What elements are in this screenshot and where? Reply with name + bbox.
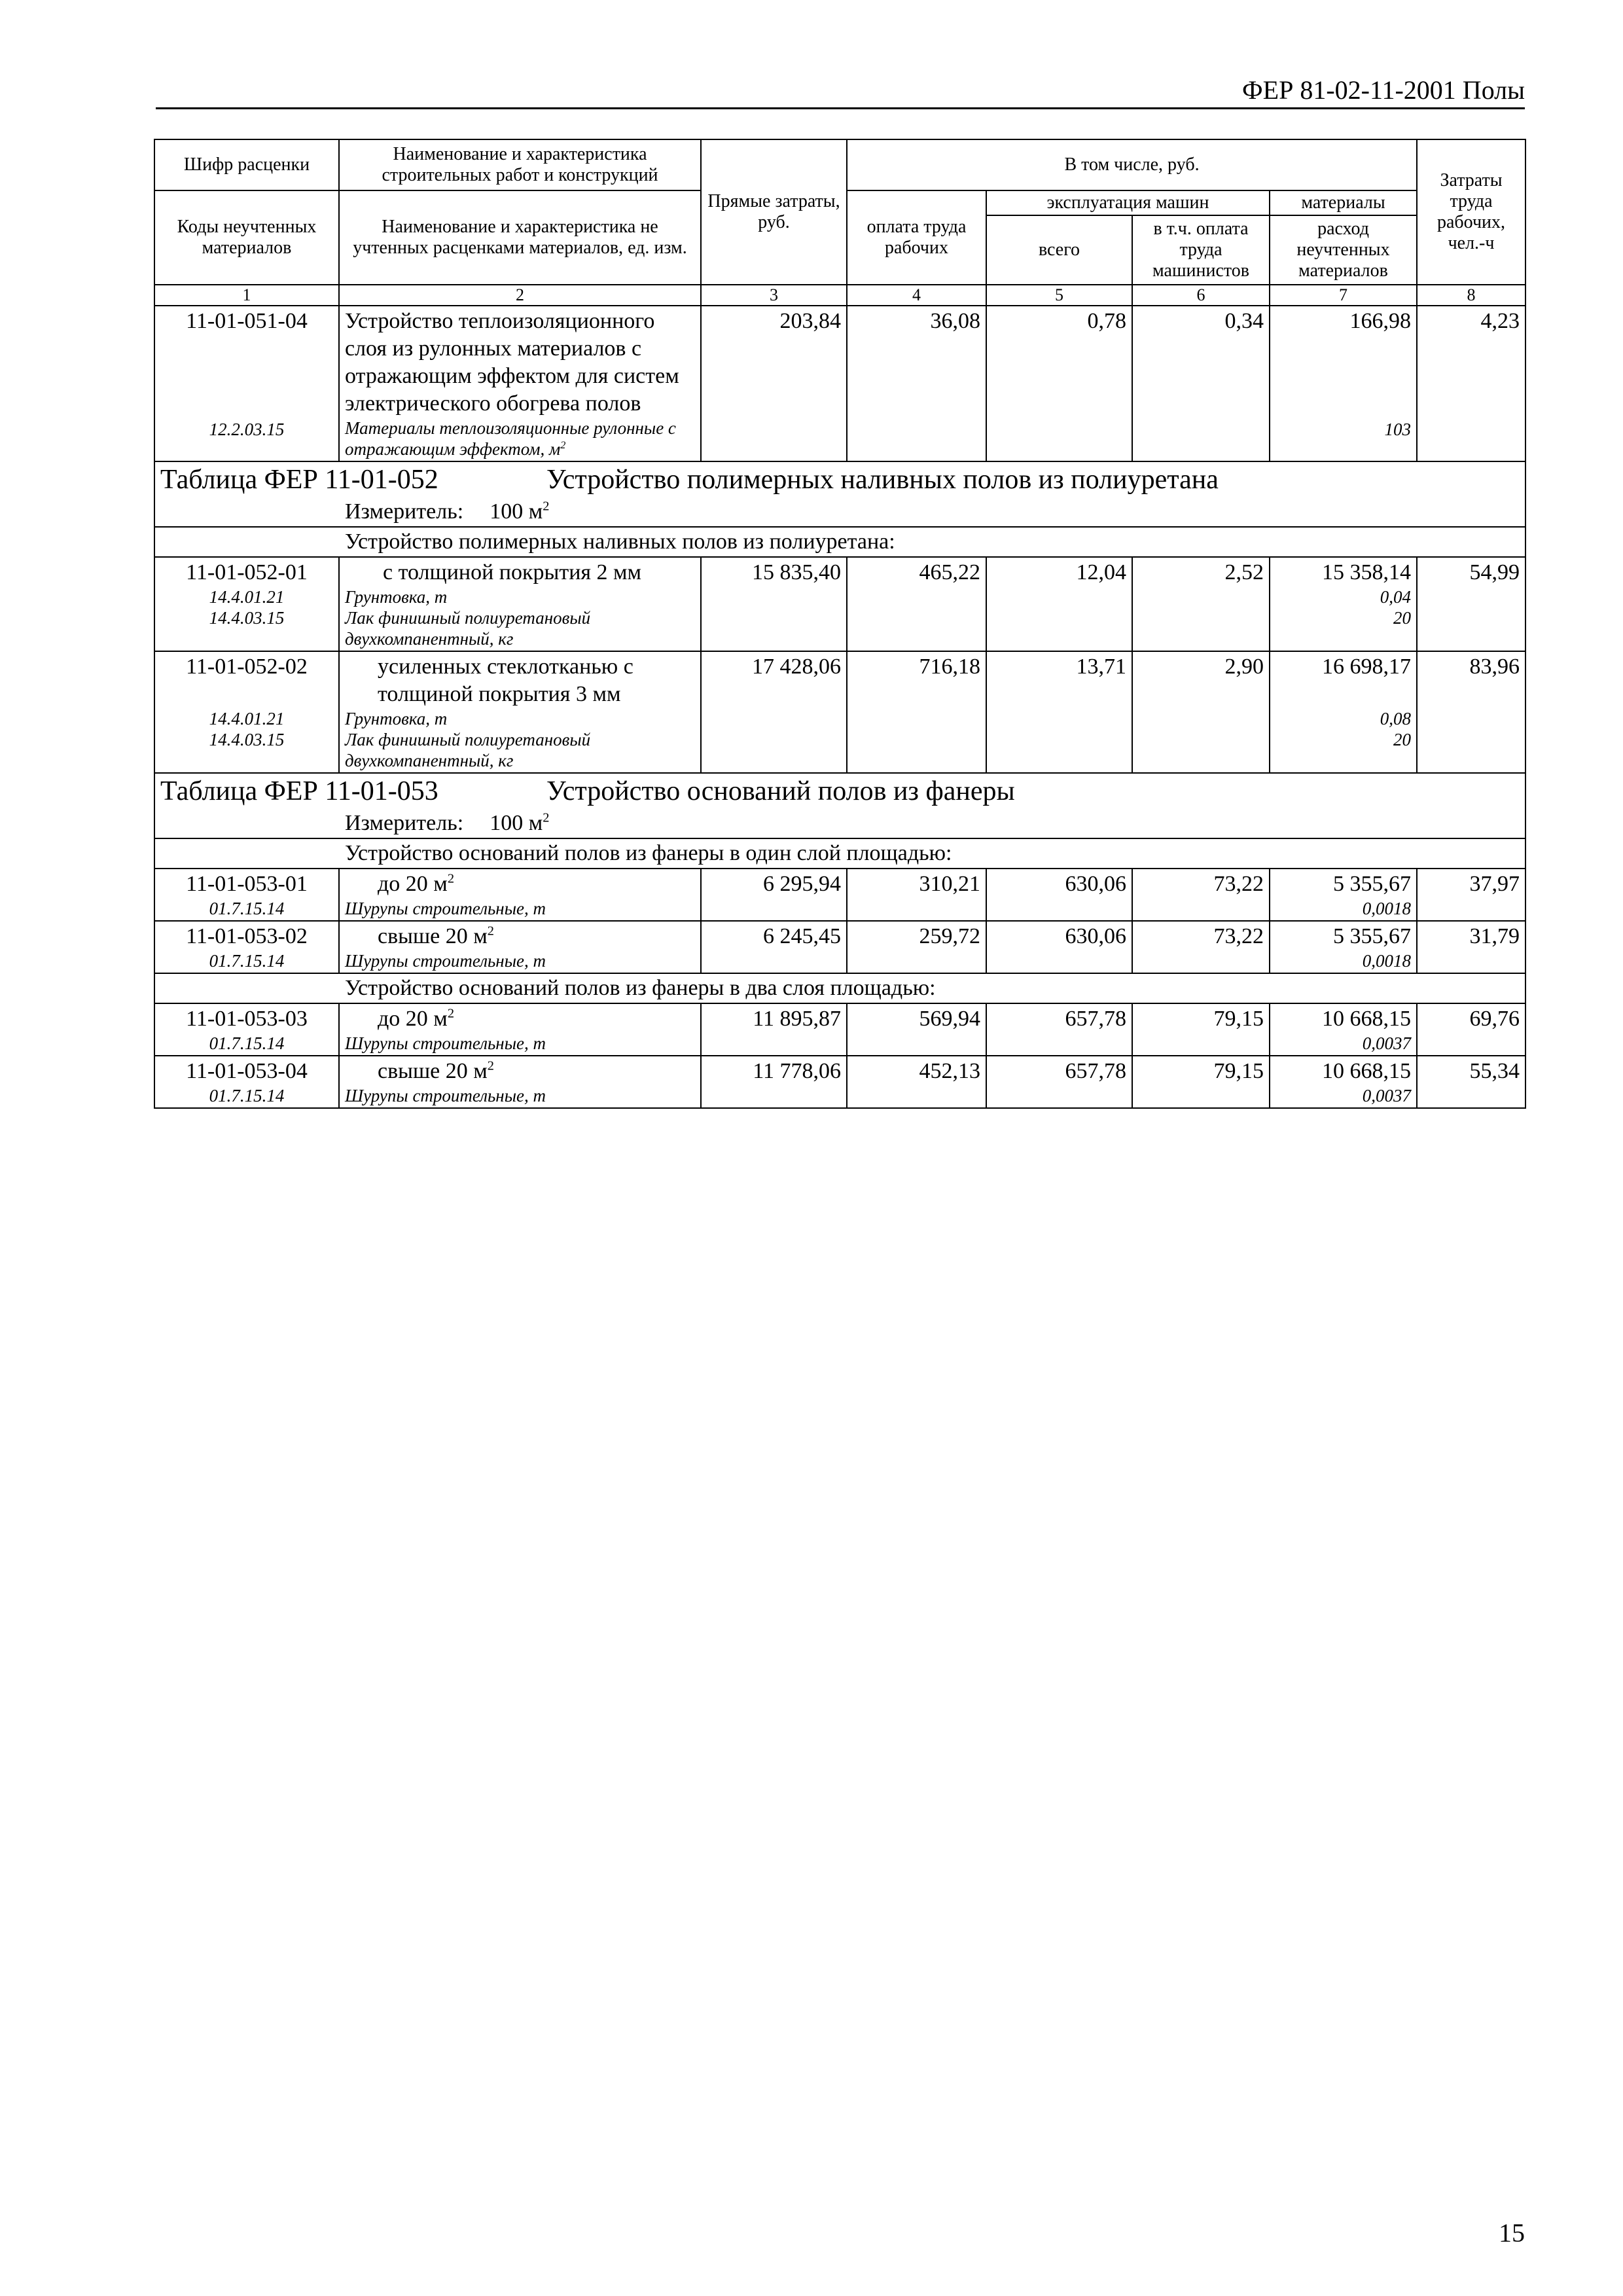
labor-pay: 36,08	[847, 306, 986, 461]
material-name: Шурупы строительные, т	[345, 1086, 546, 1105]
measure-row	[154, 809, 1525, 838]
direct-costs: 6 245,45	[701, 921, 847, 973]
column-number: 5	[986, 285, 1132, 306]
rate-code-cell	[154, 869, 339, 921]
rate-name-cell	[339, 306, 701, 461]
materials-cost: 10 668,15	[1322, 1007, 1412, 1031]
labor-pay: 259,72	[847, 921, 986, 973]
document-title: ФЕР 81-02-11-2001 Полы	[1242, 75, 1525, 105]
measure-cell	[154, 497, 1525, 527]
table-title	[154, 461, 1525, 497]
machines-total: 630,06	[986, 921, 1132, 973]
col2-bottom-header: Наименование и характеристика не учтенных расценками материалов, ед. изм.	[339, 190, 701, 285]
rate-name-cell	[339, 1003, 701, 1056]
included-header: В том числе, руб.	[847, 139, 1417, 190]
machines-total: 657,78	[986, 1003, 1132, 1056]
material-name: Материалы теплоизоляционные рулонные с отражающим эффектом, $м^2$	[345, 418, 676, 459]
labor-hours: 31,79	[1417, 921, 1525, 973]
page-header	[156, 73, 1525, 109]
materials-cost: 16 698,17	[1322, 655, 1412, 679]
machines-header: эксплуатация машин	[986, 190, 1270, 215]
materials-header: материалы	[1270, 190, 1417, 215]
material-code: 01.7.15.14	[209, 899, 285, 918]
table-row	[154, 869, 1525, 921]
material-qty: 0,04	[1380, 587, 1412, 607]
materials-cost: 10 668,15	[1322, 1059, 1412, 1083]
section-title: Устройство оснований полов из фанеры в два слоя площадью:	[154, 973, 1525, 1003]
section-row	[154, 838, 1525, 869]
material-code: 12.2.03.15	[209, 420, 285, 439]
machinist-pay: 73,22	[1132, 869, 1270, 921]
material-code: 14.4.03.15	[209, 608, 285, 628]
materials-cell	[1270, 869, 1417, 921]
material-qty: 20	[1393, 730, 1412, 749]
rate-name-cell	[339, 557, 701, 651]
material-code: 01.7.15.14	[209, 1086, 285, 1105]
material-name: Шурупы строительные, т	[345, 1033, 546, 1053]
rate-code: 11-01-052-01	[186, 560, 308, 584]
machines-total: 0,78	[986, 306, 1132, 461]
col1-bottom-header: Коды неучтенных материалов	[154, 190, 339, 285]
machines-total: 657,78	[986, 1056, 1132, 1108]
rate-code: 11-01-053-01	[186, 872, 308, 896]
material-name: Шурупы строительные, т	[345, 899, 546, 918]
table-code: Таблица ФЕР 11-01-053	[160, 776, 438, 806]
material-name: Грунтовка, т	[345, 587, 448, 607]
column-number: 4	[847, 285, 986, 306]
rate-name: до 20 $м^2$	[378, 871, 455, 896]
table-name: Устройство оснований полов из фанеры	[546, 776, 1015, 806]
material-code: 14.4.01.21	[209, 587, 285, 607]
direct-costs: 15 835,40	[701, 557, 847, 651]
section-row	[154, 973, 1525, 1003]
material-code: 01.7.15.14	[209, 951, 285, 971]
rate-name: свыше 20 $м^2$	[378, 924, 494, 948]
measure-cell	[154, 809, 1525, 838]
material-qty: 0,0037	[1362, 1033, 1412, 1053]
col3-header: Прямые затраты, руб.	[701, 139, 847, 285]
labor-hours: 83,96	[1417, 651, 1525, 773]
material-name: Шурупы строительные, т	[345, 951, 546, 971]
rate-code-cell	[154, 1056, 339, 1108]
col5-header: всего	[986, 215, 1132, 285]
rate-code: 11-01-053-02	[186, 924, 308, 948]
rate-code-cell	[154, 651, 339, 773]
materials-cell	[1270, 306, 1417, 461]
rate-name: свыше 20 $м^2$	[378, 1058, 494, 1083]
labor-pay: 310,21	[847, 869, 986, 921]
col2-top-header: Наименование и характеристика строительных работ и конструкций	[339, 139, 701, 190]
table-title	[154, 773, 1525, 809]
direct-costs: 6 295,94	[701, 869, 847, 921]
material-name: Лак финишный полиуретановый двухкомпанентный, кг	[345, 730, 591, 770]
rates-table-wrapper	[154, 139, 1525, 1109]
rate-code: 11-01-052-02	[186, 655, 308, 679]
machinist-pay: 79,15	[1132, 1056, 1270, 1108]
table-row	[154, 306, 1525, 461]
materials-cell	[1270, 921, 1417, 973]
measure-value: 100 $м^2$	[490, 810, 550, 835]
rate-name-cell	[339, 921, 701, 973]
labor-pay: 452,13	[847, 1056, 986, 1108]
machinist-pay: 2,52	[1132, 557, 1270, 651]
measure-row	[154, 497, 1525, 527]
materials-cell	[1270, 1056, 1417, 1108]
page-number: 15	[1499, 2218, 1525, 2248]
material-code: 01.7.15.14	[209, 1033, 285, 1053]
section-title: Устройство оснований полов из фанеры в один слой площадью:	[154, 838, 1525, 869]
rate-code-cell	[154, 557, 339, 651]
machines-total: 630,06	[986, 869, 1132, 921]
material-qty: 0,0018	[1362, 951, 1412, 971]
column-number: 1	[154, 285, 339, 306]
materials-cost: 166,98	[1349, 309, 1412, 333]
material-code: 14.4.01.21	[209, 709, 285, 728]
machinist-pay: 73,22	[1132, 921, 1270, 973]
machines-total: 12,04	[986, 557, 1132, 651]
materials-cost: 5 355,67	[1333, 924, 1412, 948]
table-row	[154, 651, 1525, 773]
rate-code: 11-01-053-03	[186, 1007, 308, 1031]
table-title-row	[154, 773, 1525, 809]
column-number: 2	[339, 285, 701, 306]
material-name: Грунтовка, т	[345, 709, 448, 728]
rate-code-cell	[154, 1003, 339, 1056]
direct-costs: 11 895,87	[701, 1003, 847, 1056]
rate-code: 11-01-051-04	[186, 309, 308, 333]
rate-name: усиленных стеклотканью с толщиной покрытия 3 мм	[378, 655, 633, 706]
rate-name: до 20 $м^2$	[378, 1006, 455, 1031]
col4-header: оплата труда рабочих	[847, 190, 986, 285]
material-qty: 0,0018	[1362, 899, 1412, 918]
rate-name-cell	[339, 1056, 701, 1108]
labor-pay: 716,18	[847, 651, 986, 773]
table-row	[154, 557, 1525, 651]
machinist-pay: 79,15	[1132, 1003, 1270, 1056]
measure-value: 100 $м^2$	[490, 499, 550, 524]
materials-cost: 5 355,67	[1333, 872, 1412, 896]
machinist-pay: 2,90	[1132, 651, 1270, 773]
measure-label: Измеритель:	[345, 499, 464, 524]
column-number: 6	[1132, 285, 1270, 306]
machinist-pay: 0,34	[1132, 306, 1270, 461]
direct-costs: 17 428,06	[701, 651, 847, 773]
materials-cost: 15 358,14	[1322, 560, 1412, 584]
column-number: 8	[1417, 285, 1525, 306]
material-code: 14.4.03.15	[209, 730, 285, 749]
rate-name: с толщиной покрытия 2 мм	[383, 560, 642, 584]
materials-cell	[1270, 557, 1417, 651]
labor-hours: 54,99	[1417, 557, 1525, 651]
labor-hours: 37,97	[1417, 869, 1525, 921]
col1-top-header: Шифр расценки	[154, 139, 339, 190]
section-row	[154, 527, 1525, 557]
column-number-row	[154, 285, 1525, 306]
col8-header: Затраты труда рабочих, чел.-ч	[1417, 139, 1525, 285]
table-row	[154, 921, 1525, 973]
direct-costs: 11 778,06	[701, 1056, 847, 1108]
labor-pay: 569,94	[847, 1003, 986, 1056]
material-qty: 0,08	[1380, 709, 1412, 728]
col6-header: в т.ч. оплата труда машинистов	[1132, 215, 1270, 285]
header-row-1	[154, 139, 1525, 190]
material-qty: 0,0037	[1362, 1086, 1412, 1105]
rate-code: 11-01-053-04	[186, 1059, 308, 1083]
labor-pay: 465,22	[847, 557, 986, 651]
rate-name: Устройство теплоизоляционного слоя из рулонных материалов с отражающим эффектом для систем электрического обогрева полов	[345, 309, 679, 416]
rate-name-cell	[339, 651, 701, 773]
rate-code-cell	[154, 306, 339, 461]
column-number: 3	[701, 285, 847, 306]
labor-hours: 55,34	[1417, 1056, 1525, 1108]
material-qty: 103	[1384, 420, 1412, 439]
rates-table	[154, 139, 1526, 1109]
material-name: Лак финишный полиуретановый двухкомпанентный, кг	[345, 608, 591, 649]
table-row	[154, 1003, 1525, 1056]
table-code: Таблица ФЕР 11-01-052	[160, 465, 438, 495]
table-name: Устройство полимерных наливных полов из полиуретана	[546, 465, 1219, 495]
measure-label: Измеритель:	[345, 811, 464, 835]
materials-cell	[1270, 651, 1417, 773]
materials-cell	[1270, 1003, 1417, 1056]
labor-hours: 69,76	[1417, 1003, 1525, 1056]
material-qty: 20	[1393, 608, 1412, 628]
table-title-row	[154, 461, 1525, 497]
direct-costs: 203,84	[701, 306, 847, 461]
machines-total: 13,71	[986, 651, 1132, 773]
col7-header: расход неучтенных материалов	[1270, 215, 1417, 285]
rate-code-cell	[154, 921, 339, 973]
column-number: 7	[1270, 285, 1417, 306]
labor-hours: 4,23	[1417, 306, 1525, 461]
table-row	[154, 1056, 1525, 1108]
section-title: Устройство полимерных наливных полов из полиуретана:	[154, 527, 1525, 557]
rate-name-cell	[339, 869, 701, 921]
